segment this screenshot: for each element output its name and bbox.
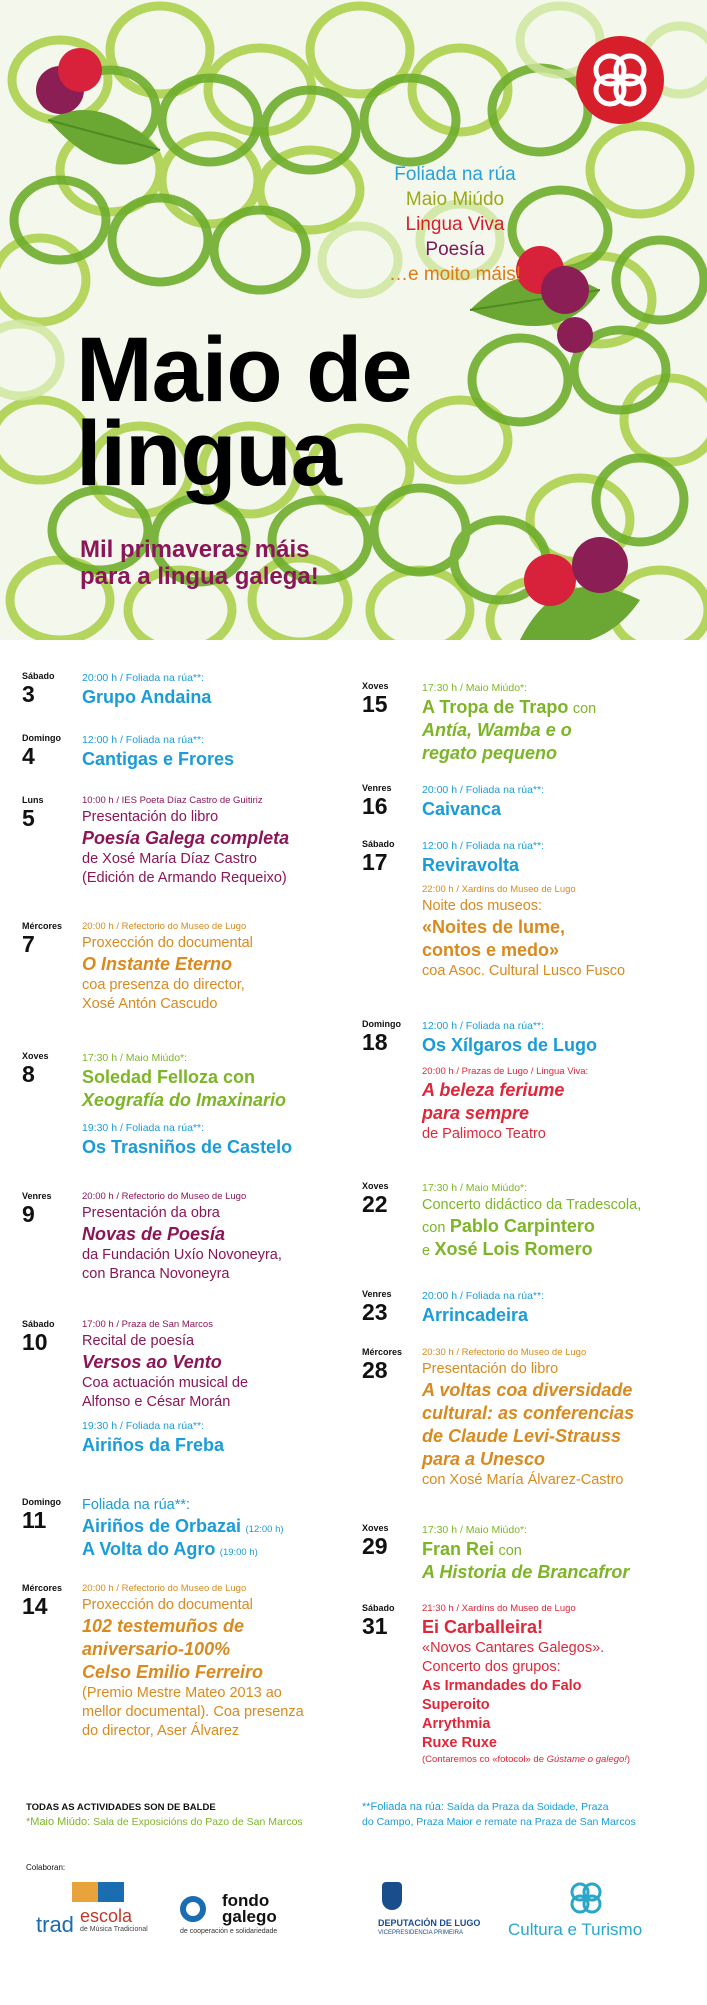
text-left-4-dname: Xoves xyxy=(22,1051,49,1061)
text-right-1-lines-0: 20:00 h / Foliada na rúa**: xyxy=(422,784,545,796)
event-line xyxy=(422,1238,702,1261)
text-right-4-dnum: 22 xyxy=(362,1191,388,1217)
event-date xyxy=(22,1318,84,1355)
event-date xyxy=(362,1522,424,1559)
event-details xyxy=(422,1018,702,1144)
event-details xyxy=(422,680,702,765)
text-right-8-lines-0: 21:30 h / Xardíns do Museo de Lugo xyxy=(422,1603,576,1614)
text-right-6-lines-5: para a Unesco xyxy=(422,1449,546,1469)
text-right-8-dname: Sábado xyxy=(362,1603,395,1613)
event-date xyxy=(362,838,424,875)
event-date xyxy=(22,1190,84,1227)
text-left-1-lines-1: Cantigas e Frores xyxy=(82,749,235,769)
event-line xyxy=(422,1538,702,1561)
text-left-8-lines-0: 20:00 h / Refectorio do Museo de Lugo xyxy=(82,1583,247,1594)
event-date xyxy=(362,680,424,717)
text-left-0-lines-1: Grupo Andaina xyxy=(82,687,212,707)
event-date xyxy=(22,794,84,831)
coat-of-arms-icon xyxy=(382,1882,402,1910)
text-right-2-lines-1: Reviravolta xyxy=(422,855,520,875)
event-date xyxy=(22,670,84,707)
event-details xyxy=(422,1602,702,1767)
text-right-4-lines-4: e xyxy=(422,1243,431,1259)
hero-banner xyxy=(0,0,707,640)
text-left-4-lines-4: Os Trasniños de Castelo xyxy=(82,1137,293,1157)
text-right-4-lines-5: Xosé Lois Romero xyxy=(434,1239,593,1259)
text-left-6-lines-6: Airiños da Freba xyxy=(82,1435,225,1455)
text-left-2-lines-2: Poesía Galega completa xyxy=(82,828,290,848)
text-left-5-lines-2: Novas de Poesía xyxy=(82,1224,226,1244)
text-right-1-dnum: 16 xyxy=(362,793,388,819)
text-footer-foliada_text2: do Campo, Praza Maior e remate na Praza de San Marcos xyxy=(362,1816,636,1828)
text-right-8-lines-2: «Novos Cantares Galegos». xyxy=(422,1640,605,1656)
text-right-2-lines-5: contos e medo» xyxy=(422,940,560,960)
text-left-3-dname: Mércores xyxy=(22,921,63,931)
text-right-8-lines-3: Concerto dos grupos: xyxy=(422,1659,561,1675)
event-details xyxy=(82,920,362,1014)
text-left-2-lines-4: (Edición de Armando Requeixo) xyxy=(82,870,287,886)
text-left-2-lines-3: de Xosé María Díaz Castro xyxy=(82,851,257,867)
text-sponsors-fondo2: galego xyxy=(222,1907,277,1926)
event-line xyxy=(422,1753,702,1767)
text-sponsors-cultura: Cultura e Turismo xyxy=(508,1920,643,1939)
text-right-4-lines-0: 17:30 h / Maio Miúdo*: xyxy=(422,1182,528,1194)
text-right-1-dname: Venres xyxy=(362,783,392,793)
text-hero-title_1: Maio de xyxy=(76,319,412,421)
text-left-6-lines-4: Alfonso e César Morán xyxy=(82,1394,231,1410)
text-left-8-lines-2: 102 testemuños de xyxy=(82,1616,245,1636)
event-date xyxy=(362,1018,424,1055)
footer-left-note xyxy=(26,1800,356,1830)
text-right-2-lines-6: coa Asoc. Cultural Lusco Fusco xyxy=(422,963,626,979)
colaboran-label: Colaboran: xyxy=(26,1863,66,1872)
text-left-6-lines-5: 19:30 h / Foliada na rúa**: xyxy=(82,1420,205,1432)
event-details xyxy=(82,1318,362,1457)
text-right-3-lines-0: 12:00 h / Foliada na rúa**: xyxy=(422,1020,545,1032)
text-right-5-dname: Venres xyxy=(362,1289,392,1299)
text-right-7-dnum: 29 xyxy=(362,1533,388,1559)
text-right-6-lines-2: A voltas coa diversidade xyxy=(422,1380,633,1400)
fondo-galego-logo xyxy=(180,1892,320,1942)
event-details xyxy=(422,838,702,981)
tagline-maio-miudo: Maio Miúdo xyxy=(405,189,505,210)
text-left-6-dnum: 10 xyxy=(22,1329,48,1355)
text-right-7-lines-3: A Historia de Brancafror xyxy=(422,1562,630,1582)
text-left-8-dname: Mércores xyxy=(22,1583,63,1593)
text-right-3-lines-1: Os Xílgaros de Lugo xyxy=(422,1035,598,1055)
text-left-0-dname: Sábado xyxy=(22,671,55,681)
text-right-7-lines-0: 17:30 h / Maio Miúdo*: xyxy=(422,1524,528,1536)
sponsors-bar xyxy=(0,1856,707,1996)
event-date xyxy=(362,1180,424,1217)
text-sponsors-escola_sub: de Música Tradicional xyxy=(80,1926,148,1933)
text-right-4-lines-1: Concerto didáctico da Tradescola, xyxy=(422,1197,642,1213)
event-date xyxy=(362,1346,424,1383)
text-left-2-dname: Luns xyxy=(22,795,44,805)
cultura-turismo-logo xyxy=(508,1882,678,1942)
event-date xyxy=(362,1602,424,1639)
event-details xyxy=(422,1288,702,1327)
event-date xyxy=(22,732,84,769)
tagline-poesia: Poesía xyxy=(425,239,485,260)
text-right-5-dnum: 23 xyxy=(362,1299,388,1325)
text-right-6-dname: Mércores xyxy=(362,1347,403,1357)
text-left-3-lines-1: Proxección do documental xyxy=(82,935,253,951)
text-right-4-lines-2: con xyxy=(422,1220,446,1236)
text-hero-subtitle_2: para a lingua galega! xyxy=(80,563,319,590)
taglines xyxy=(360,162,550,287)
event-date xyxy=(22,1050,84,1087)
text-right-8-lines-9: Gústame o galego! xyxy=(546,1754,627,1765)
text-left-7-lines-0: Foliada na rúa**: xyxy=(82,1497,191,1513)
text-hero-title_2: lingua xyxy=(76,403,341,505)
text-sponsors-fondo1: fondo xyxy=(222,1891,270,1910)
text-right-0-lines-3: Antía, Wamba e o xyxy=(422,720,572,740)
text-left-3-lines-3: coa presenza do director, xyxy=(82,977,245,993)
text-right-0-lines-2: con xyxy=(572,701,597,717)
event-line xyxy=(422,1215,702,1238)
text-left-7-lines-3: A Volta do Agro xyxy=(82,1539,216,1559)
text-right-4-dname: Xoves xyxy=(362,1181,389,1191)
text-left-3-dnum: 7 xyxy=(22,931,35,957)
text-left-8-dnum: 14 xyxy=(22,1593,48,1619)
text-left-1-dname: Domingo xyxy=(22,733,61,743)
event-date xyxy=(22,920,84,957)
text-right-2-dname: Sábado xyxy=(362,839,395,849)
maio-logo-icon xyxy=(576,36,664,124)
page-title xyxy=(76,319,412,505)
text-left-2-dnum: 5 xyxy=(22,805,35,831)
text-left-5-lines-0: 20:00 h / Refectorio do Museo de Lugo xyxy=(82,1191,247,1202)
tagline-foliada: Foliada na rúa xyxy=(394,164,516,185)
text-right-8-lines-10: ) xyxy=(626,1754,631,1765)
text-left-4-lines-2: Xeografía do Imaxinario xyxy=(82,1090,287,1110)
text-right-8-lines-8: (Contaremos co «fotocol» de xyxy=(422,1754,544,1765)
text-right-6-dnum: 28 xyxy=(362,1357,388,1383)
text-left-6-dname: Sábado xyxy=(22,1319,55,1329)
text-left-7-lines-1: Airiños de Orbazai xyxy=(82,1516,242,1536)
text-footer-foliada_text: Saída da Praza da Soidade, Praza xyxy=(446,1801,609,1813)
text-sponsors-escola: escola xyxy=(80,1906,133,1926)
text-left-6-lines-1: Recital de poesía xyxy=(82,1333,195,1349)
text-right-0-lines-4: regato pequeno xyxy=(422,743,558,763)
text-right-8-lines-5: Superoito xyxy=(422,1697,490,1713)
text-right-3-lines-2: 20:00 h / Prazas de Lugo / Lingua Viva: xyxy=(422,1066,589,1077)
tradescola-mark-icon xyxy=(72,1882,98,1902)
text-right-2-dnum: 17 xyxy=(362,849,388,875)
text-right-6-lines-0: 20:30 h / Refectorio do Museo de Lugo xyxy=(422,1347,587,1358)
text-left-4-dnum: 8 xyxy=(22,1061,35,1087)
event-details xyxy=(82,1582,362,1741)
text-left-7-lines-4: (19:00 h) xyxy=(219,1547,258,1558)
text-left-7-lines-2: (12:00 h) xyxy=(245,1524,284,1535)
text-left-8-lines-4: Celso Emilio Ferreiro xyxy=(82,1662,264,1682)
text-right-0-lines-1: A Tropa de Trapo xyxy=(422,697,569,717)
text-right-3-lines-5: de Palimoco Teatro xyxy=(422,1126,546,1142)
text-right-3-dnum: 18 xyxy=(362,1029,388,1055)
page-subtitle xyxy=(80,536,319,590)
text-right-2-lines-4: «Noites de lume, xyxy=(422,917,566,937)
text-right-3-lines-3: A beleza feriume xyxy=(422,1080,565,1100)
text-left-0-lines-0: 20:00 h / Foliada na rúa**: xyxy=(82,672,205,684)
footer-right-note xyxy=(362,1800,692,1830)
text-right-3-lines-4: para sempre xyxy=(422,1103,530,1123)
text-left-1-lines-0: 12:00 h / Foliada na rúa**: xyxy=(82,734,205,746)
text-left-2-lines-1: Presentación do libro xyxy=(82,809,219,825)
text-left-4-lines-1: Soledad Felloza con xyxy=(82,1067,256,1087)
text-left-8-lines-6: mellor documental). Coa presenza xyxy=(82,1704,304,1720)
text-footer-foliada_label: **Foliada na rúa: xyxy=(362,1801,444,1813)
event-details xyxy=(82,1190,362,1284)
text-right-3-dname: Domingo xyxy=(362,1019,401,1029)
text-left-6-lines-2: Versos ao Vento xyxy=(82,1352,222,1372)
text-right-8-lines-1: Ei Carballeira! xyxy=(422,1617,544,1637)
event-details xyxy=(422,1180,702,1261)
text-right-7-dname: Xoves xyxy=(362,1523,389,1533)
text-left-3-lines-4: Xosé Antón Cascudo xyxy=(82,996,218,1012)
text-sponsors-deputacion: DEPUTACIÓN DE LUGO xyxy=(378,1918,481,1928)
text-left-3-lines-0: 20:00 h / Refectorio do Museo de Lugo xyxy=(82,921,247,932)
text-right-8-lines-6: Arrythmia xyxy=(422,1716,491,1732)
event-date xyxy=(362,1288,424,1325)
text-right-4-lines-3: Pablo Carpintero xyxy=(449,1216,595,1236)
text-left-5-dnum: 9 xyxy=(22,1201,35,1227)
text-left-4-lines-0: 17:30 h / Maio Miúdo*: xyxy=(82,1052,188,1064)
text-sponsors-fondo_sub: de cooperación e solidariedade xyxy=(180,1928,278,1935)
text-right-7-lines-2: con xyxy=(498,1543,522,1559)
text-right-0-dnum: 15 xyxy=(362,691,388,717)
text-left-4-lines-3: 19:30 h / Foliada na rúa**: xyxy=(82,1122,205,1134)
text-right-0-lines-0: 17:30 h / Maio Miúdo*: xyxy=(422,682,528,694)
text-right-5-lines-0: 20:00 h / Foliada na rúa**: xyxy=(422,1290,545,1302)
text-footer-maio_text: Sala de Exposicións do Pazo de San Marcos xyxy=(93,1816,303,1828)
text-left-8-lines-1: Proxección do documental xyxy=(82,1597,253,1613)
text-right-8-lines-7: Ruxe Ruxe xyxy=(422,1735,497,1751)
text-left-5-lines-4: con Branca Novoneyra xyxy=(82,1266,230,1282)
text-right-8-dnum: 31 xyxy=(362,1613,388,1639)
event-details xyxy=(82,794,362,888)
cultura-mark-icon xyxy=(568,1882,604,1914)
text-footer-free: TODAS AS ACTIVIDADES SON DE BALDE xyxy=(26,1802,216,1813)
text-right-6-lines-3: cultural: as conferencias xyxy=(422,1403,635,1423)
tagline-more: …e moito máis! xyxy=(389,264,521,285)
event-details xyxy=(82,1050,362,1159)
deputacion-lugo-logo xyxy=(378,1882,498,1942)
text-left-2-lines-0: 10:00 h / IES Poeta Díaz Castro de Guitiriz xyxy=(82,795,263,806)
event-date xyxy=(22,1496,84,1533)
text-left-6-lines-0: 17:00 h / Praza de San Marcos xyxy=(82,1319,213,1330)
event-details xyxy=(82,1496,362,1561)
text-right-5-lines-1: Arrincadeira xyxy=(422,1305,529,1325)
fondo-galego-mark-icon xyxy=(180,1896,206,1922)
event-line xyxy=(82,1538,362,1561)
text-left-7-dnum: 11 xyxy=(22,1507,47,1533)
text-left-8-lines-7: do director, Aser Álvarez xyxy=(82,1723,240,1739)
text-right-2-lines-0: 12:00 h / Foliada na rúa**: xyxy=(422,840,545,852)
text-left-1-dnum: 4 xyxy=(22,743,35,769)
event-date xyxy=(362,782,424,819)
text-right-2-lines-3: Noite dos museos: xyxy=(422,898,543,914)
text-sponsors-vicepresidencia: VICEPRESIDENCIA PRIMEIRA xyxy=(378,1930,464,1936)
tagline-lingua-viva: Lingua Viva xyxy=(405,214,505,235)
text-right-0-dname: Xoves xyxy=(362,681,389,691)
text-right-6-lines-6: con Xosé María Álvarez-Castro xyxy=(422,1472,624,1488)
text-footer-maio_label: *Maio Miúdo: xyxy=(26,1816,91,1828)
event-details xyxy=(422,1346,702,1490)
text-left-7-dname: Domingo xyxy=(22,1497,61,1507)
text-left-5-dname: Venres xyxy=(22,1191,52,1201)
text-right-6-lines-1: Presentación do libro xyxy=(422,1361,559,1377)
event-details xyxy=(82,670,362,709)
event-line xyxy=(422,696,702,719)
text-right-2-lines-2: 22:00 h / Xardíns do Museo de Lugo xyxy=(422,884,576,895)
event-date xyxy=(22,1582,84,1619)
text-left-6-lines-3: Coa actuación musical de xyxy=(82,1375,249,1391)
event-line xyxy=(82,1515,362,1538)
text-right-1-lines-1: Caivanca xyxy=(422,799,502,819)
text-left-5-lines-1: Presentación da obra xyxy=(82,1205,220,1221)
text-left-8-lines-5: (Premio Mestre Mateo 2013 ao xyxy=(82,1685,282,1701)
text-left-8-lines-3: aniversario-100% xyxy=(82,1639,231,1659)
event-details xyxy=(422,782,702,821)
text-sponsors-trad: trad xyxy=(36,1912,74,1937)
text-hero-subtitle_1: Mil primaveras máis xyxy=(80,536,310,563)
event-details xyxy=(82,732,362,771)
tradescola-logo xyxy=(36,1882,156,1942)
text-right-8-lines-4: As Irmandades do Falo xyxy=(422,1678,582,1694)
text-right-6-lines-4: de Claude Levi-Strauss xyxy=(422,1426,622,1446)
text-left-0-dnum: 3 xyxy=(22,681,35,707)
event-details xyxy=(422,1522,702,1584)
text-right-7-lines-1: Fran Rei xyxy=(422,1539,495,1559)
text-left-3-lines-2: O Instante Eterno xyxy=(82,954,233,974)
text-left-5-lines-3: da Fundación Uxío Novoneyra, xyxy=(82,1247,282,1263)
